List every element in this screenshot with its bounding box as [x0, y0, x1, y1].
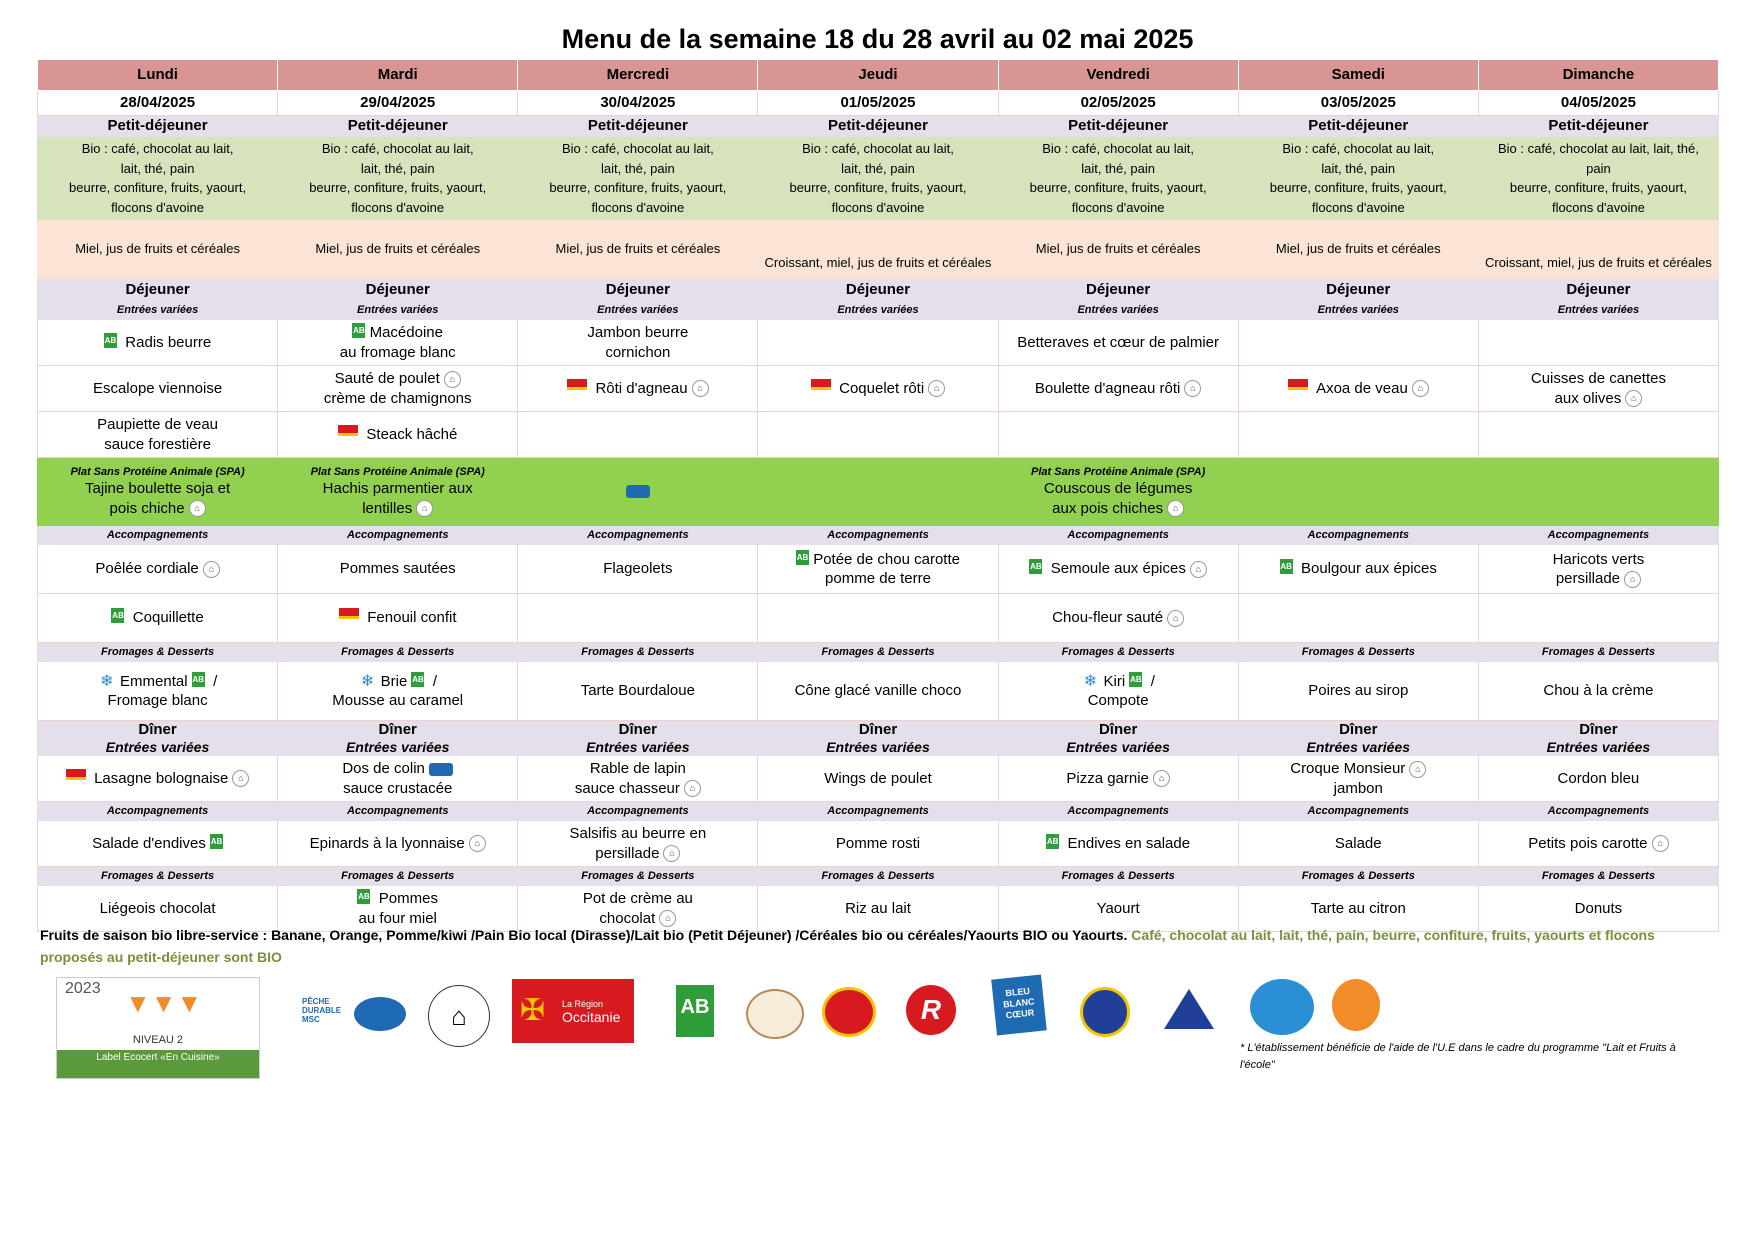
section-label: Déjeuner	[1478, 279, 1718, 301]
dish-cell: AB Radis beurre	[38, 320, 278, 366]
spa-cell	[1478, 458, 1718, 526]
sub-label: Entrées variées	[278, 301, 518, 320]
lunch-main2-row	[38, 412, 1719, 458]
ecocert-logo: 2023 ▼▼▼ NIVEAU 2 Label Ecocert «En Cuisine»	[56, 977, 260, 1079]
days-row	[38, 60, 1719, 91]
dish-cell: Cône glacé vanille choco	[758, 662, 998, 721]
date-cell: 01/05/2025	[758, 91, 998, 116]
lunch-section-row	[38, 279, 1719, 301]
eu-aid-note: * L'établissement bénéficie de l'aide de l'U.E dans le cadre du programme "Lait et Fruits à l'école"	[1240, 1042, 1676, 1071]
dish-cell: Salsifis au beurre en persillade ⌂	[518, 821, 758, 867]
bio-label-icon: AB	[357, 889, 370, 904]
spa-cell: Plat Sans Protéine Animale (SPA) Tajine boulette soja et pois chiche ⌂	[38, 458, 278, 526]
section-label: Petit-déjeuner	[758, 116, 998, 137]
sub-label: Accompagnements	[1238, 802, 1478, 821]
section-label: Petit-déjeuner	[38, 116, 278, 137]
dinner-section-row	[38, 721, 1719, 756]
sub-label: Fromages & Desserts	[1238, 643, 1478, 662]
bio-label-icon: AB	[1029, 559, 1042, 574]
fait-maison-icon: ⌂	[232, 770, 249, 787]
breakfast-extra-cell: Croissant, miel, jus de fruits et céréales	[1478, 220, 1718, 279]
breakfast-bio-cell: Bio : café, chocolat au lait, lait, thé, pain beurre, confiture, fruits, yaourt, flocons d'avoine	[1478, 137, 1718, 220]
fait-maison-icon: ⌂	[928, 380, 945, 397]
section-label: Petit-déjeuner	[998, 116, 1238, 137]
sub-label: Accompagnements	[1478, 526, 1718, 545]
spa-cell: Plat Sans Protéine Animale (SPA) Couscous de légumes aux pois chiches ⌂	[998, 458, 1238, 526]
dish-cell: AB Macédoine au fromage blanc	[278, 320, 518, 366]
dish-cell: Salade d'endives AB	[38, 821, 278, 867]
spa-cell	[758, 458, 998, 526]
dish-cell: Boulette d'agneau rôti ⌂	[998, 366, 1238, 412]
dish-cell: Pot de crème au chocolat ⌂	[518, 886, 758, 932]
label-stamp-icon	[746, 989, 804, 1039]
date-cell: 04/05/2025	[1478, 91, 1718, 116]
msc-fish-icon	[626, 485, 650, 498]
lunch-spa-row	[38, 458, 1719, 526]
section-label: Petit-déjeuner	[278, 116, 518, 137]
day-header: Mardi	[278, 60, 518, 91]
dish-cell: AB Boulgour aux épices	[1238, 545, 1478, 594]
aop-icon	[822, 987, 876, 1037]
breakfast-bio-row	[38, 137, 1719, 220]
occitanie-flag-icon	[338, 425, 358, 436]
sub-label: Fromages & Desserts	[38, 643, 278, 662]
dish-cell	[758, 594, 998, 643]
bio-label-icon: AB	[1280, 559, 1293, 574]
bio-label-icon: AB	[796, 550, 809, 565]
dish-cell: Sauté de poulet ⌂ crème de chamignons	[278, 366, 518, 412]
fait-maison-icon: ⌂	[203, 561, 220, 578]
footer-text: Fruits de saison bio libre-service : Banane, Orange, Pomme/kiwi /Pain Bio local (Dirasse)/Lait bio (Petit Déjeuner) /Céréales bio ou céréales/Yaourts BIO ou Yaourts.	[40, 927, 1128, 943]
dish-cell: Croque Monsieur ⌂ jambon	[1238, 756, 1478, 802]
sub-label: Fromages & Desserts	[278, 643, 518, 662]
dish-cell: AB Pommes au four miel	[278, 886, 518, 932]
sub-label: Fromages & Desserts	[998, 867, 1238, 886]
bio-label-icon: AB	[1129, 672, 1142, 687]
sub-label: Entrées variées	[518, 301, 758, 320]
dish-cell	[518, 412, 758, 458]
sub-label: Fromages & Desserts	[1478, 643, 1718, 662]
breakfast-bio-cell: Bio : café, chocolat au lait, lait, thé, pain beurre, confiture, fruits, yaourt, flocons d'avoine	[518, 137, 758, 220]
dish-cell: AB Semoule aux épices ⌂	[998, 545, 1238, 594]
msc-fish-icon	[429, 763, 453, 776]
dish-cell: Paupiette de veau sauce forestière	[38, 412, 278, 458]
fait-maison-icon: ⌂	[1412, 380, 1429, 397]
bio-label-icon: AB	[210, 834, 223, 849]
sub-label: Accompagnements	[518, 802, 758, 821]
footer-bio-text: Café, chocolat au lait, lait, thé, pain, beurre, confiture, fruits, yaourts et flocons proposés au petit-déjeuner sont BIO	[40, 927, 1655, 965]
fait-maison-icon: ⌂	[189, 500, 206, 517]
bleu-blanc-coeur-logo: BLEU BLANC CŒUR	[991, 975, 1047, 1036]
breakfast-extra-cell: Miel, jus de fruits et céréales	[278, 220, 518, 279]
dish-cell	[1238, 594, 1478, 643]
sub-label: Fromages & Desserts	[278, 867, 518, 886]
dish-cell: AB Coquillette	[38, 594, 278, 643]
snowflake-icon: ❄	[1083, 672, 1098, 690]
spa-cell	[518, 458, 758, 526]
dish-cell: Petits pois carotte ⌂	[1478, 821, 1718, 867]
fait-maison-icon: ⌂	[1409, 761, 1426, 778]
dish-cell: Yaourt	[998, 886, 1238, 932]
section-label: Déjeuner	[998, 279, 1238, 301]
dish-cell: Riz au lait	[758, 886, 998, 932]
dish-cell: Rable de lapin sauce chasseur ⌂	[518, 756, 758, 802]
section-label: Petit-déjeuner	[518, 116, 758, 137]
sub-label: Accompagnements	[518, 526, 758, 545]
section-label: Dîner Entrées variées	[998, 721, 1238, 756]
sub-label: Accompagnements	[1238, 526, 1478, 545]
bio-label-icon: AB	[111, 608, 124, 623]
section-label: Déjeuner	[1238, 279, 1478, 301]
dish-cell	[758, 320, 998, 366]
dinner-desserts-label-row	[38, 867, 1719, 886]
lunch-sides-label-row	[38, 526, 1719, 545]
section-label: Dîner Entrées variées	[1478, 721, 1718, 756]
fait-maison-icon: ⌂	[1624, 571, 1641, 588]
occitanie-cross-icon: ✠	[520, 994, 546, 1027]
sub-label: Fromages & Desserts	[38, 867, 278, 886]
dish-cell: ❄ Brie AB / Mousse au caramel	[278, 662, 518, 721]
breakfast-bio-cell: Bio : café, chocolat au lait, lait, thé, pain beurre, confiture, fruits, yaourt, flocons d'avoine	[1238, 137, 1478, 220]
sub-label: Fromages & Desserts	[518, 867, 758, 886]
fait-maison-icon: ⌂	[663, 845, 680, 862]
day-header: Vendredi	[998, 60, 1238, 91]
dish-cell: Pomme rosti	[758, 821, 998, 867]
occitanie-flag-icon	[567, 379, 587, 390]
dish-cell: Poêlée cordiale ⌂	[38, 545, 278, 594]
dish-cell: AB Potée de chou carotte pomme de terre	[758, 545, 998, 594]
lunch-side2-row	[38, 594, 1719, 643]
sub-label: Entrées variées	[1478, 301, 1718, 320]
sub-label: Accompagnements	[998, 526, 1238, 545]
day-header: Dimanche	[1478, 60, 1718, 91]
sub-label: Entrées variées	[998, 301, 1238, 320]
bio-label-icon: AB	[192, 672, 205, 687]
occitanie-flag-icon	[811, 379, 831, 390]
dish-cell: Pizza garnie ⌂	[998, 756, 1238, 802]
volaille-francaise-icon	[1164, 989, 1214, 1033]
dish-cell: Chou à la crème	[1478, 662, 1718, 721]
occitanie-flag-icon	[1288, 379, 1308, 390]
occitanie-logo: ✠ La Région Occitanie	[512, 979, 634, 1043]
sub-label: Fromages & Desserts	[518, 643, 758, 662]
sub-label: Accompagnements	[998, 802, 1238, 821]
fait-maison-icon: ⌂	[444, 371, 461, 388]
dish-cell: Dos de colin sauce crustacée	[278, 756, 518, 802]
sub-label: Entrées variées	[38, 301, 278, 320]
day-header: Mercredi	[518, 60, 758, 91]
section-label: Déjeuner	[518, 279, 758, 301]
dish-cell: Haricots verts persillade ⌂	[1478, 545, 1718, 594]
dish-cell: Donuts	[1478, 886, 1718, 932]
sub-label: Accompagnements	[278, 802, 518, 821]
section-label: Déjeuner	[38, 279, 278, 301]
sub-label: Entrées variées	[1238, 301, 1478, 320]
carrot-icon: ▼▼▼	[125, 988, 203, 1018]
dish-cell	[1238, 320, 1478, 366]
sub-label: Fromages & Desserts	[1238, 867, 1478, 886]
section-label: Dîner Entrées variées	[38, 721, 278, 756]
dish-cell: Salade	[1238, 821, 1478, 867]
msc-fish-icon	[354, 997, 406, 1031]
bio-label-icon: AB	[411, 672, 424, 687]
bio-label-icon: AB	[1046, 834, 1059, 849]
sub-label: Accompagnements	[758, 802, 998, 821]
breakfast-bio-cell: Bio : café, chocolat au lait, lait, thé, pain beurre, confiture, fruits, yaourt, flocons d'avoine	[758, 137, 998, 220]
date-cell: 03/05/2025	[1238, 91, 1478, 116]
breakfast-extra-cell: Miel, jus de fruits et céréales	[518, 220, 758, 279]
sub-label: Accompagnements	[38, 526, 278, 545]
dish-cell: Chou-fleur sauté ⌂	[998, 594, 1238, 643]
breakfast-extra-cell: Miel, jus de fruits et céréales	[998, 220, 1238, 279]
dish-cell: Axoa de veau ⌂	[1238, 366, 1478, 412]
sub-label: Accompagnements	[38, 802, 278, 821]
dish-cell	[758, 412, 998, 458]
dish-cell	[1478, 594, 1718, 643]
breakfast-bio-cell: Bio : café, chocolat au lait, lait, thé, pain beurre, confiture, fruits, yaourt, flocons d'avoine	[998, 137, 1238, 220]
igp-icon	[1080, 987, 1130, 1037]
dish-cell: Escalope viennoise	[38, 366, 278, 412]
fait-maison-icon: ⌂	[684, 780, 701, 797]
day-header: Jeudi	[758, 60, 998, 91]
occitanie-flag-icon	[339, 608, 359, 619]
lait-ecole-icon	[1332, 979, 1380, 1031]
menu-table	[37, 59, 1719, 932]
dish-cell	[998, 412, 1238, 458]
dish-cell: Cuisses de canettes aux olives ⌂	[1478, 366, 1718, 412]
dish-cell: Lasagne bolognaise ⌂	[38, 756, 278, 802]
spa-cell	[1238, 458, 1478, 526]
dish-cell: Pommes sautées	[278, 545, 518, 594]
breakfast-bio-cell: Bio : café, chocolat au lait, lait, thé, pain beurre, confiture, fruits, yaourt, flocons d'avoine	[38, 137, 278, 220]
fait-maison-icon: ⌂	[659, 910, 676, 927]
section-label: Dîner Entrées variées	[758, 721, 998, 756]
section-label: Déjeuner	[278, 279, 518, 301]
breakfast-extra-cell: Miel, jus de fruits et céréales	[1238, 220, 1478, 279]
dish-cell: Epinards à la lyonnaise ⌂	[278, 821, 518, 867]
dish-cell: Poires au sirop	[1238, 662, 1478, 721]
date-cell: 29/04/2025	[278, 91, 518, 116]
section-label: Petit-déjeuner	[1238, 116, 1478, 137]
dish-cell	[1478, 412, 1718, 458]
dish-cell: Fenouil confit	[278, 594, 518, 643]
dish-cell: Rôti d'agneau ⌂	[518, 366, 758, 412]
section-label: Petit-déjeuner	[1478, 116, 1718, 137]
sub-label: Accompagnements	[278, 526, 518, 545]
fait-maison-icon: ⌂	[416, 500, 433, 517]
section-label: Dîner Entrées variées	[278, 721, 518, 756]
breakfast-extra-row	[38, 220, 1719, 279]
lunch-main-row	[38, 366, 1719, 412]
lunch-dessert-row	[38, 662, 1719, 721]
fait-maison-icon: ⌂	[692, 380, 709, 397]
sub-label: Fromages & Desserts	[758, 643, 998, 662]
dish-cell	[518, 594, 758, 643]
sub-label: Fromages & Desserts	[998, 643, 1238, 662]
date-cell: 28/04/2025	[38, 91, 278, 116]
lunch-desserts-label-row	[38, 643, 1719, 662]
day-header: Lundi	[38, 60, 278, 91]
dinner-main-row	[38, 756, 1719, 802]
dish-cell: Steack hâché	[278, 412, 518, 458]
fait-maison-icon: ⌂	[1652, 835, 1669, 852]
sub-label: Fromages & Desserts	[1478, 867, 1718, 886]
dish-cell: ❄ Emmental AB / Fromage blanc	[38, 662, 278, 721]
breakfast-bio-cell: Bio : café, chocolat au lait, lait, thé, pain beurre, confiture, fruits, yaourt, flocons d'avoine	[278, 137, 518, 220]
dish-cell: Flageolets	[518, 545, 758, 594]
footer-note	[40, 925, 1720, 968]
fait-maison-icon: ⌂	[1167, 500, 1184, 517]
dish-cell: AB Endives en salade	[998, 821, 1238, 867]
dish-cell	[1478, 320, 1718, 366]
fait-maison-icon: ⌂	[1153, 770, 1170, 787]
day-header: Samedi	[1238, 60, 1478, 91]
fait-maison-icon: ⌂	[1625, 390, 1642, 407]
spa-cell: Plat Sans Protéine Animale (SPA) Hachis parmentier aux lentilles ⌂	[278, 458, 518, 526]
fruits-ecole-icon	[1250, 979, 1314, 1035]
lunch-entrees-label-row	[38, 301, 1719, 320]
sub-label: Accompagnements	[1478, 802, 1718, 821]
dish-cell: Wings de poulet	[758, 756, 998, 802]
sub-label: Accompagnements	[758, 526, 998, 545]
snowflake-icon: ❄	[360, 672, 375, 690]
dish-cell: Jambon beurre cornichon	[518, 320, 758, 366]
fait-maison-icon: ⌂	[1167, 610, 1184, 627]
dish-cell: Tarte au citron	[1238, 886, 1478, 932]
dish-cell: Cordon bleu	[1478, 756, 1718, 802]
dinner-sides-label-row	[38, 802, 1719, 821]
label-rouge-icon: R	[906, 985, 956, 1035]
breakfast-section-row	[38, 116, 1719, 137]
fait-maison-icon: ⌂	[1190, 561, 1207, 578]
dinner-side-row	[38, 821, 1719, 867]
sub-label: Fromages & Desserts	[758, 867, 998, 886]
fait-maison-icon: ⌂	[1184, 380, 1201, 397]
date-cell: 30/04/2025	[518, 91, 758, 116]
msc-logo: PÊCHE DURABLE MSC	[302, 993, 408, 1037]
fait-maison-icon: ⌂	[469, 835, 486, 852]
dish-cell: Coquelet rôti ⌂	[758, 366, 998, 412]
breakfast-extra-cell: Miel, jus de fruits et céréales	[38, 220, 278, 279]
sub-label: Entrées variées	[758, 301, 998, 320]
bio-label-icon: AB	[104, 333, 117, 348]
dish-cell: Betteraves et cœur de palmier	[998, 320, 1238, 366]
date-cell: 02/05/2025	[998, 91, 1238, 116]
section-label: Dîner Entrées variées	[1238, 721, 1478, 756]
ab-logo: AB	[676, 985, 714, 1037]
dates-row	[38, 91, 1719, 116]
lunch-entree-row	[38, 320, 1719, 366]
section-label: Dîner Entrées variées	[518, 721, 758, 756]
page-title: Menu de la semaine 18 du 28 avril au 02 mai 2025	[561, 24, 1194, 54]
section-label: Déjeuner	[758, 279, 998, 301]
fait-maison-logo: ⌂	[428, 985, 490, 1047]
lunch-side-row	[38, 545, 1719, 594]
dish-cell: Liégeois chocolat	[38, 886, 278, 932]
snowflake-icon: ❄	[100, 672, 114, 690]
dish-cell: Tarte Bourdaloue	[518, 662, 758, 721]
dish-cell: ❄ Kiri AB / Compote	[998, 662, 1238, 721]
dish-cell	[1238, 412, 1478, 458]
breakfast-extra-cell: Croissant, miel, jus de fruits et céréales	[758, 220, 998, 279]
occitanie-flag-icon	[66, 769, 86, 780]
bio-label-icon: AB	[352, 323, 365, 338]
